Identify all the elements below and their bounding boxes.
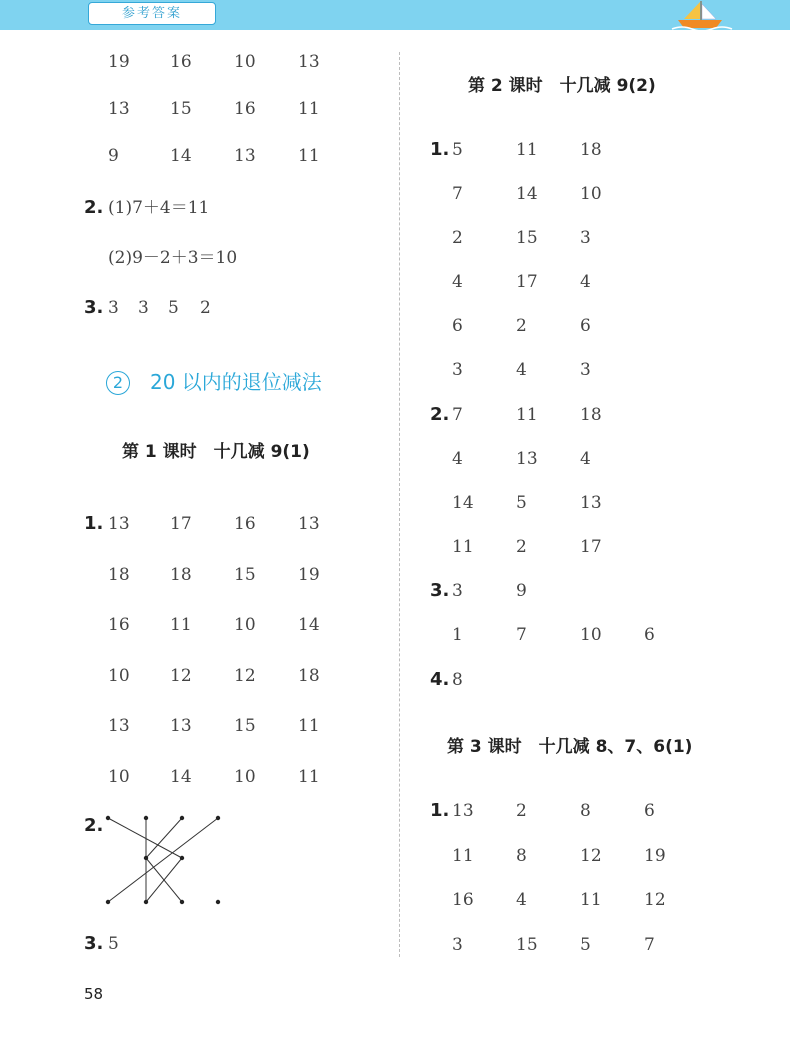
question-number: 1. bbox=[430, 139, 450, 160]
answer-value: 10 bbox=[108, 766, 130, 787]
answer-value: 17 bbox=[580, 537, 602, 557]
answer-value: 8 bbox=[516, 845, 527, 866]
answer-value: 12 bbox=[170, 665, 192, 686]
answer-value: 14 bbox=[298, 615, 320, 635]
equation-line: (2)9－2＋3＝10 bbox=[108, 248, 238, 268]
answer-value: 3 bbox=[580, 228, 591, 248]
answer-value: 10 bbox=[234, 615, 256, 635]
unit-number-badge: 2 bbox=[106, 371, 130, 395]
answer-value: 6 bbox=[644, 801, 655, 821]
answer-value: 11 bbox=[298, 146, 320, 166]
question-number: 3. bbox=[84, 297, 104, 318]
answer-value: 16 bbox=[234, 514, 256, 534]
question-number: 2. bbox=[84, 815, 104, 836]
answer-value: 16 bbox=[108, 615, 130, 635]
column-divider bbox=[399, 52, 400, 957]
answer-value: 16 bbox=[452, 890, 474, 910]
answer-value: 3 bbox=[452, 360, 463, 380]
answer-value: 2 bbox=[452, 228, 463, 248]
equation-line: (1)7＋4＝11 bbox=[108, 198, 210, 218]
answer-value: 4 bbox=[516, 360, 527, 380]
answer-value: 13 bbox=[108, 99, 130, 119]
answer-value: 15 bbox=[516, 934, 538, 955]
question-number: 2. bbox=[84, 197, 104, 218]
answer-value: 16 bbox=[170, 52, 192, 72]
answer-value: 18 bbox=[580, 405, 602, 425]
answer-value: 15 bbox=[234, 564, 256, 585]
answer-value: 6 bbox=[644, 625, 655, 645]
answer-value: 4 bbox=[452, 449, 463, 469]
question-number: 1. bbox=[84, 513, 104, 534]
answer-value: 19 bbox=[108, 52, 130, 72]
answer-value: 14 bbox=[516, 184, 538, 204]
answer-value: 18 bbox=[580, 140, 602, 160]
answer-value: 11 bbox=[516, 405, 538, 425]
answer-value: 2 bbox=[516, 801, 527, 821]
answer-value: 17 bbox=[516, 272, 538, 292]
answer-value: 6 bbox=[452, 316, 463, 336]
answer-value: 13 bbox=[234, 146, 256, 166]
answer-value: 18 bbox=[108, 564, 130, 585]
answer-value: 3 bbox=[452, 581, 463, 601]
answer-value: 3 bbox=[452, 934, 463, 955]
answer-value: 15 bbox=[516, 228, 538, 248]
answer-value: 11 bbox=[298, 766, 320, 787]
answer-value: 11 bbox=[516, 140, 538, 160]
answer-value: 2 bbox=[516, 316, 527, 336]
answer-value: 5 bbox=[516, 493, 527, 513]
answer-value: 2 bbox=[200, 298, 211, 318]
answer-value: 15 bbox=[234, 716, 256, 736]
answer-value: 3 bbox=[138, 298, 149, 318]
answer-value: 14 bbox=[452, 493, 474, 513]
answer-value: 7 bbox=[516, 625, 527, 645]
answer-value: 9 bbox=[516, 581, 527, 601]
answer-value: 11 bbox=[298, 99, 320, 119]
answer-value: 8 bbox=[452, 670, 463, 690]
answer-value: 3 bbox=[108, 298, 119, 318]
answer-value: 11 bbox=[580, 890, 602, 910]
question-number: 2. bbox=[430, 404, 450, 425]
answer-value: 10 bbox=[580, 625, 602, 645]
answer-value: 13 bbox=[452, 801, 474, 821]
lesson-title: 第 2 课时 十几减 9(2) bbox=[468, 76, 656, 96]
question-number: 1. bbox=[430, 800, 450, 821]
question-number: 3. bbox=[84, 933, 104, 954]
answer-value: 10 bbox=[580, 184, 602, 204]
question-number: 4. bbox=[430, 669, 450, 690]
answer-value: 9 bbox=[108, 146, 119, 166]
answer-value: 2 bbox=[516, 537, 527, 557]
answer-value: 12 bbox=[644, 890, 666, 910]
lesson-title: 第 3 课时 十几减 8、7、6(1) bbox=[447, 737, 693, 757]
answer-value: 18 bbox=[170, 564, 192, 585]
answer-value: 5 bbox=[452, 140, 463, 160]
header-bar bbox=[0, 0, 790, 30]
answer-value: 1 bbox=[452, 625, 463, 645]
answer-value: 8 bbox=[580, 801, 591, 821]
answer-value: 12 bbox=[234, 665, 256, 686]
answer-value: 13 bbox=[298, 514, 320, 534]
unit-title-text: 20 以内的退位减法 bbox=[150, 370, 322, 394]
answer-value: 7 bbox=[452, 184, 463, 204]
answer-value: 4 bbox=[452, 272, 463, 292]
sailboat-icon bbox=[670, 0, 734, 30]
answer-value: 19 bbox=[644, 845, 666, 866]
unit-heading bbox=[106, 369, 322, 395]
answer-value: 13 bbox=[108, 514, 130, 534]
lesson-title: 第 1 课时 十几减 9(1) bbox=[122, 442, 310, 462]
answer-value: 4 bbox=[580, 272, 591, 292]
answer-value: 16 bbox=[234, 99, 256, 119]
answer-value: 10 bbox=[234, 52, 256, 72]
answer-value: 11 bbox=[452, 537, 474, 557]
answer-value: 13 bbox=[516, 449, 538, 469]
page-number: 58 bbox=[84, 985, 104, 1003]
answer-value: 5 bbox=[108, 934, 119, 954]
answer-value: 11 bbox=[452, 845, 474, 866]
answer-value: 14 bbox=[170, 766, 192, 787]
answer-value: 6 bbox=[580, 316, 591, 336]
answer-value: 5 bbox=[580, 934, 591, 955]
answer-value: 15 bbox=[170, 99, 192, 119]
question-number: 3. bbox=[430, 580, 450, 601]
answer-value: 4 bbox=[580, 449, 591, 469]
answer-value: 10 bbox=[108, 665, 130, 686]
answer-value: 12 bbox=[580, 845, 602, 866]
answer-value: 7 bbox=[452, 405, 463, 425]
answer-value: 11 bbox=[170, 615, 192, 635]
answer-key-tag: 参考答案 bbox=[88, 2, 216, 25]
answer-value: 17 bbox=[170, 514, 192, 534]
answer-value: 4 bbox=[516, 890, 527, 910]
answer-value: 5 bbox=[168, 298, 179, 318]
answer-value: 13 bbox=[298, 52, 320, 72]
answer-value: 7 bbox=[644, 934, 655, 955]
matching-lines-diagram bbox=[100, 810, 230, 910]
answer-value: 11 bbox=[298, 716, 320, 736]
answer-value: 3 bbox=[580, 360, 591, 380]
answer-value: 13 bbox=[580, 493, 602, 513]
answer-value: 19 bbox=[298, 564, 320, 585]
answer-value: 14 bbox=[170, 146, 192, 166]
answer-value: 13 bbox=[170, 716, 192, 736]
answer-value: 18 bbox=[298, 665, 320, 686]
answer-value: 10 bbox=[234, 766, 256, 787]
answer-value: 13 bbox=[108, 716, 130, 736]
